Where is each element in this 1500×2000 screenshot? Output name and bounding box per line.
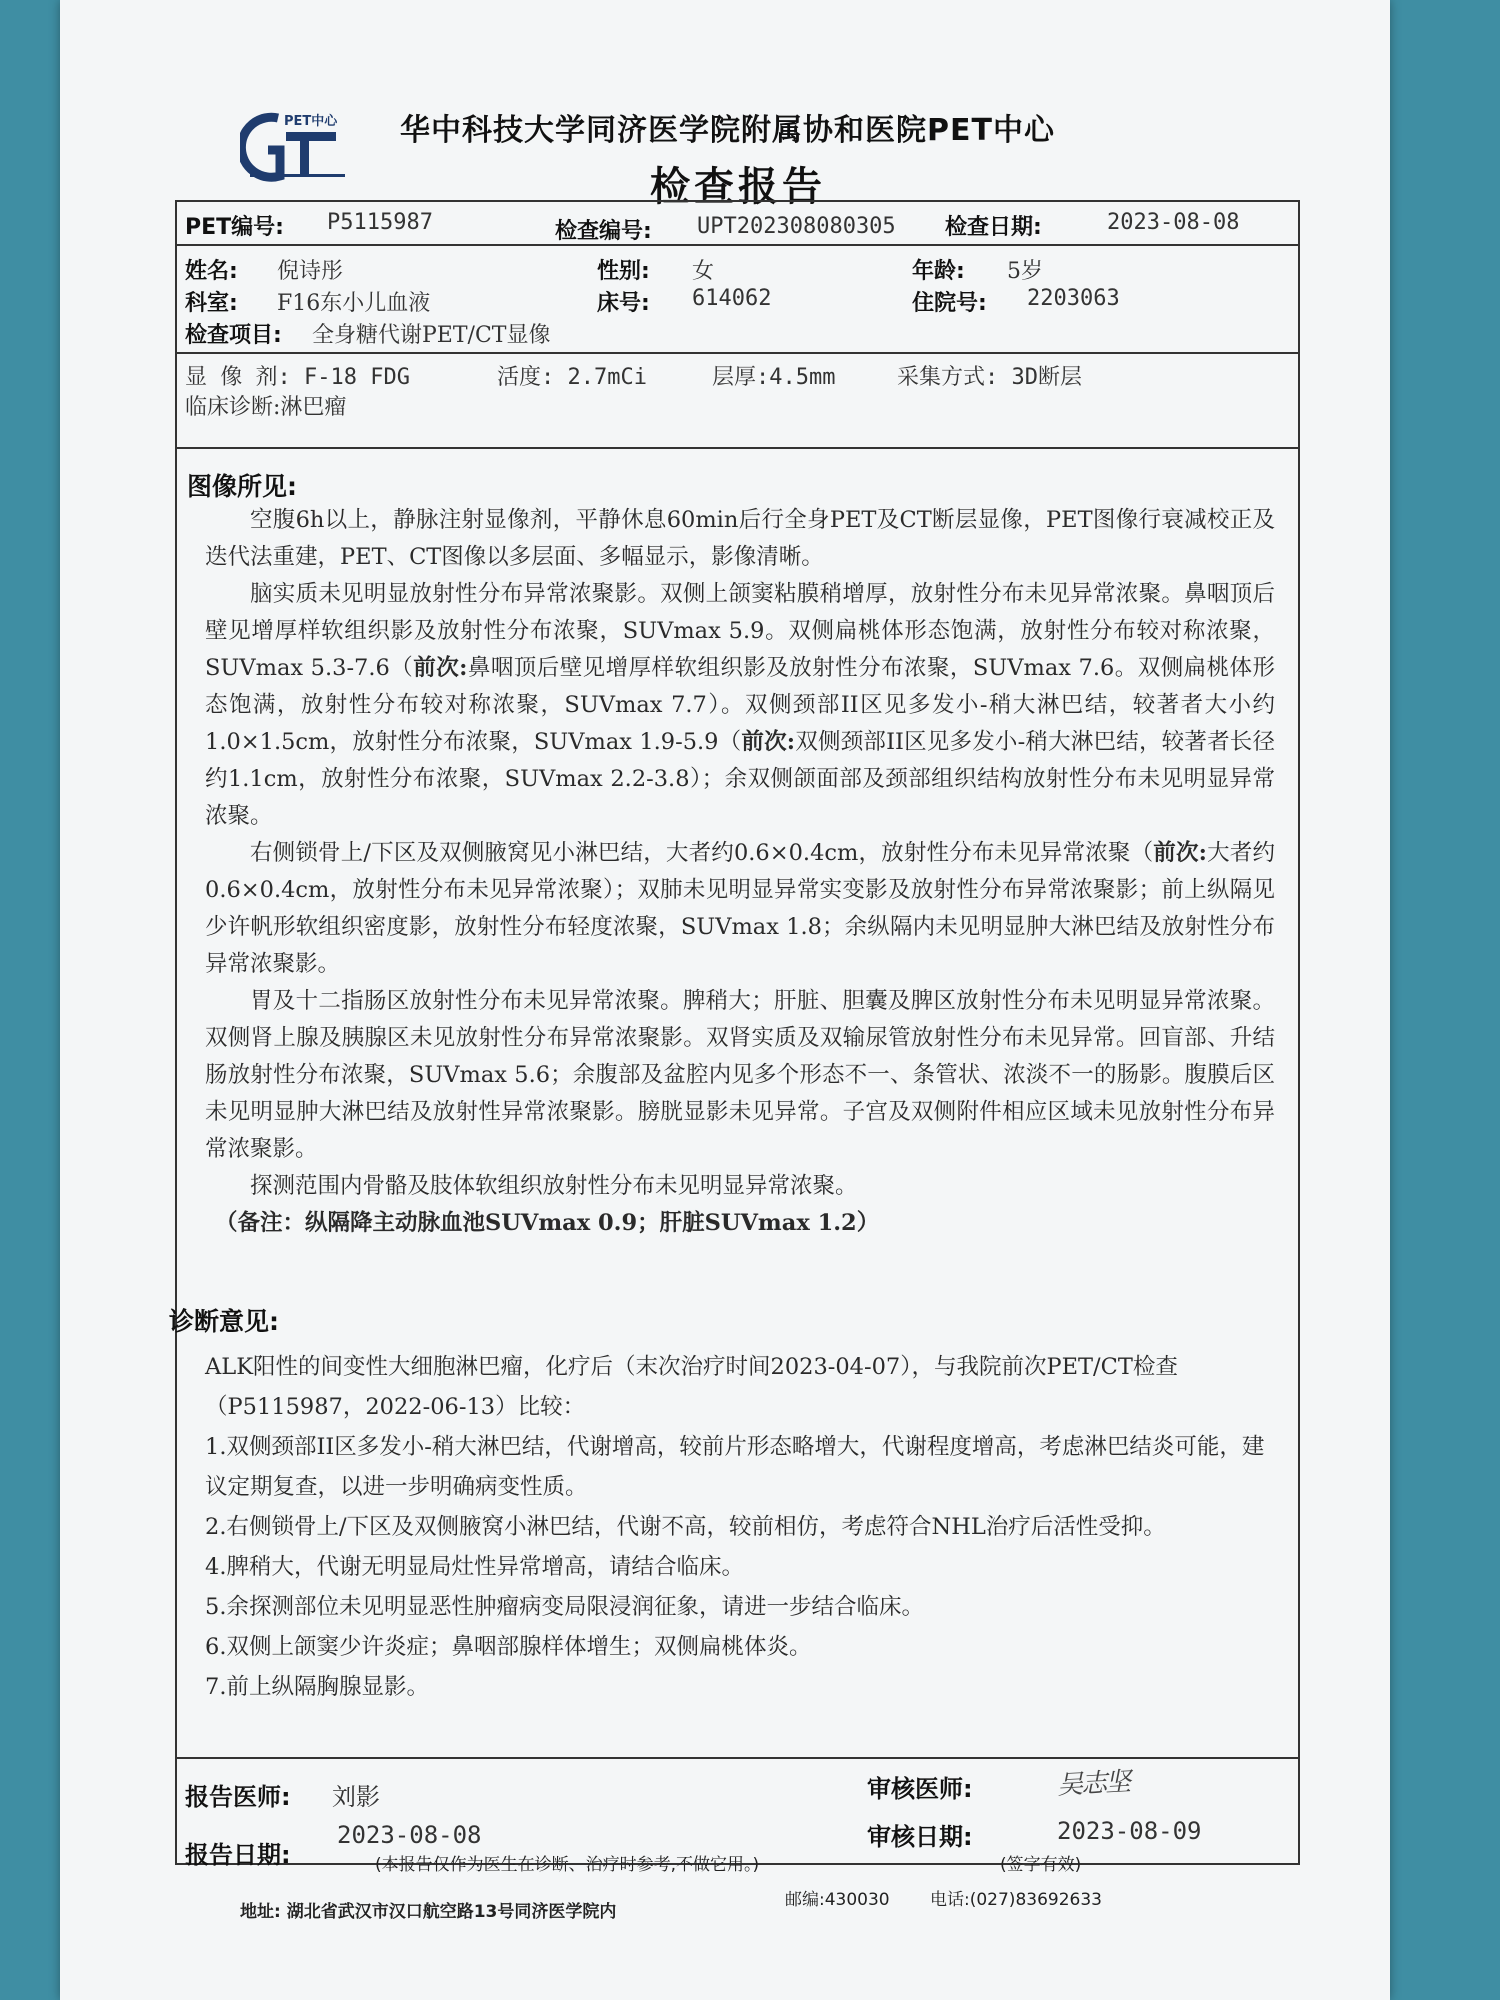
age: 5岁 [1007,259,1043,284]
exam-no: UPT202308080305 [697,214,896,239]
exam-date-label: 检查日期: [945,215,1042,240]
patient-name: 倪诗彤 [277,259,344,284]
diagnosis-body [205,1347,1280,1707]
findings-para-5: 探测范围内骨骼及肢体软组织放射性分布未见明显异常浓聚。 [250,1173,858,1199]
slice-thickness: 层厚:4.5mm [712,365,836,390]
findings-para-2: 脑实质未见明显放射性分布异常浓聚影。双侧上颌窦粘膜稍增厚，放射性分布未见异常浓聚。鼻咽顶后壁见增厚样软组织影及放射性分布浓聚，SUVmax 5.9。双侧扁桃体形态饱满，放射性分布较对称浓聚，SUVmax 5.3-7.6（前次:鼻咽顶后壁见增厚样软组织影及放射性分布浓聚，SUVmax 7.6。双侧扁桃体形态饱满，放射性分布较对称浓聚，SUVmax 7.7）。双侧颈部II区见多发小-稍大淋巴结，较著者大小约1.0×1.5cm，放射性分布浓聚，SUVmax 1.9-5.9（前次:双侧颈部II区见多发小-稍大淋巴结，较著者长径约1.1cm，放射性分布浓聚，SUVmax 2.2-3.8）；余双侧颌面部及颈部组织结构放射性分布未见明显异常浓聚。 [205,581,1276,829]
reviewer-label: 审核医师: [867,1775,973,1803]
activity: 活度: 2.7mCi [497,365,647,390]
phone: 电话:(027)83692633 [930,1890,1102,1910]
name-label: 姓名: [185,259,238,284]
exam-no-label: 检查编号: [555,219,652,244]
divider [177,244,1298,246]
diagnosis-item: 6.双侧上颌窦少许炎症；鼻咽部腺样体增生；双侧扁桃体炎。 [205,1634,812,1660]
report-frame [169,200,1300,1869]
hospital-name: 华中科技大学同济医学院附属协和医院PET中心 [400,113,1055,148]
bed-label: 床号: [597,291,650,316]
dept: F16东小儿血液 [277,291,431,316]
diagnosis-heading: 诊断意见: [169,1307,279,1336]
postcode: 邮编:430030 [785,1890,890,1910]
reviewer-signature: 吴志坚 [1056,1767,1130,1801]
pet-center-logo [240,110,350,182]
findings-body [205,502,1275,1242]
reporter-label: 报告医师: [185,1783,291,1811]
report-sheet [60,0,1390,2000]
age-label: 年龄: [912,259,965,284]
report-date: 2023-08-08 [337,1821,482,1849]
signature-valid-note: (签字有效) [1000,1855,1082,1875]
pet-no: P5115987 [327,210,433,235]
agent: 显 像 剂: F-18 FDG [185,365,410,390]
sex: 女 [692,259,715,284]
acquisition-mode: 采集方式: 3D断层 [897,365,1082,390]
pet-no-label: PET编号: [185,215,284,240]
address: 地址: 湖北省武汉市汉口航空路13号同济医学院内 [240,1902,617,1922]
divider [177,352,1298,354]
findings-para-1: 空腹6h以上，静脉注射显像剂，平静休息60min后行全身PET及CT断层显像，PET图像行衰减校正及迭代法重建，PET、CT图像以多层面、多幅显示，影像清晰。 [205,507,1275,570]
sex-label: 性别: [597,259,650,284]
logo-text: PET中心 [284,114,338,129]
findings-para-4: 胃及十二指肠区放射性分布未见异常浓聚。脾稍大；肝脏、胆囊及脾区放射性分布未见明显异常浓聚。双侧肾上腺及胰腺区未见放射性分布异常浓聚影。双肾实质及双输尿管放射性分布未见异常。回盲部、升结肠放射性分布浓聚，SUVmax 5.6；余腹部及盆腔内见多个形态不一、条管状、浓淡不一的肠影。腹膜后区未见明显肿大淋巴结及放射性异常浓聚影。膀胱显影未见异常。子宫及双侧附件相应区域未见放射性分布异常浓聚影。 [205,988,1275,1162]
review-date: 2023-08-09 [1057,1817,1202,1845]
report-date-label: 报告日期: [185,1841,291,1869]
diagnosis-item: 5.余探测部位未见明显恶性肿瘤病变局限浸润征象，请进一步结合临床。 [205,1594,924,1620]
findings-note: （备注：纵隔降主动脉血池SUVmax 0.9；肝脏SUVmax 1.2） [215,1210,880,1236]
diagnosis-item: 7.前上纵隔胸腺显影。 [205,1674,429,1700]
exam-date: 2023-08-08 [1107,210,1240,235]
inpatient-no: 2203063 [1027,286,1120,311]
disclaimer: (本报告仅作为医生在诊断、治疗时参考,不做它用。) [375,1855,760,1875]
dept-label: 科室: [185,291,238,316]
item-label: 检查项目: [185,323,282,348]
diagnosis-item: 1.双侧颈部II区多发小-稍大淋巴结，代谢增高，较前片形态略增大，代谢程度增高，考虑淋巴结炎可能，建议定期复查，以进一步明确病变性质。 [205,1434,1265,1500]
clinical-diagnosis: 临床诊断:淋巴瘤 [185,395,347,420]
review-date-label: 审核日期: [867,1823,973,1851]
diagnosis-item: 4.脾稍大，代谢无明显局灶性异常增高，请结合临床。 [205,1554,744,1580]
diagnosis-intro: ALK阳性的间变性大细胞淋巴瘤，化疗后（末次治疗时间2023-04-07），与我院前次PET/CT检查（P5115987，2022-06-13）比较： [205,1354,1178,1420]
divider [177,447,1298,449]
bed: 614062 [692,286,772,311]
inpatient-label: 住院号: [912,291,987,316]
diagnosis-item: 2.右侧锁骨上/下区及双侧腋窝小淋巴结，代谢不高，较前相仿，考虑符合NHL治疗后活性受抑。 [205,1514,1166,1540]
report-header [60,95,1390,210]
report-title: 检查报告 [650,164,826,210]
findings-heading: 图像所见: [187,472,297,501]
divider [177,1757,1298,1759]
reporter: 刘影 [332,1783,380,1811]
findings-para-3: 右侧锁骨上/下区及双侧腋窝见小淋巴结，大者约0.6×0.4cm，放射性分布未见异常浓聚（前次:大者约0.6×0.4cm，放射性分布未见异常浓聚）；双肺未见明显异常实变影及放射性分布异常浓聚影；前上纵隔见少许帆形软组织密度影，放射性分布轻度浓聚，SUVmax 1.8；余纵隔内未见明显肿大淋巴结及放射性分布异常浓聚影。 [205,840,1275,977]
exam-item: 全身糖代谢PET/CT显像 [312,323,551,348]
